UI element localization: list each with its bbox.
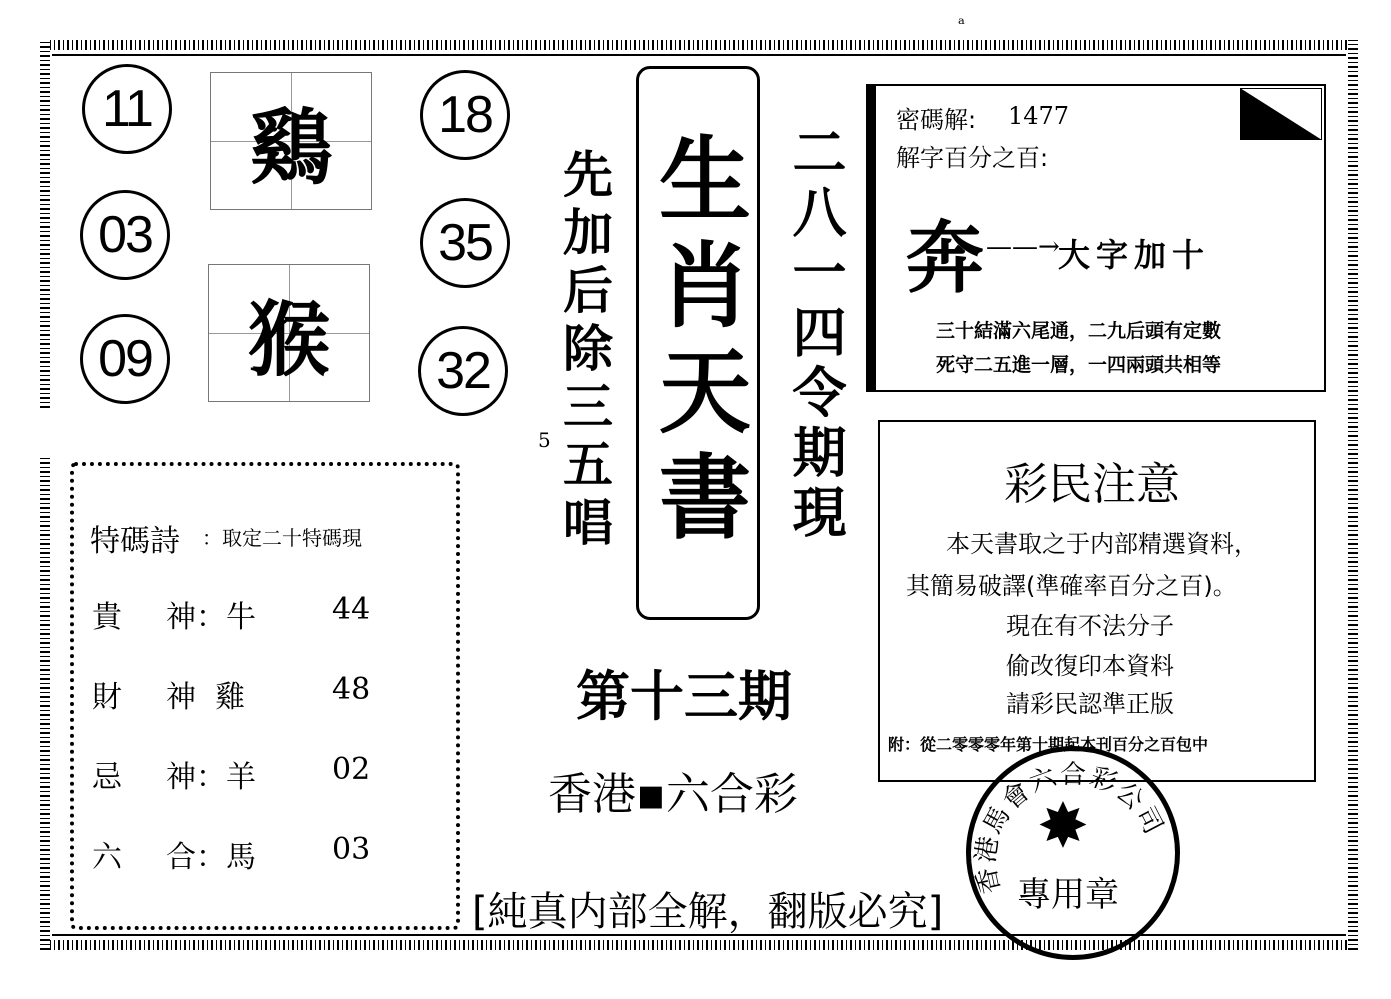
border-top xyxy=(40,40,1358,50)
border-left-upper xyxy=(40,40,50,408)
svg-text:香港馬會六合彩公司: 香港馬會六合彩公司 xyxy=(971,759,1170,897)
number-circle-32: 32 xyxy=(418,326,508,416)
poem-row-1-a: 貴 xyxy=(92,600,122,635)
clue-box xyxy=(866,84,1326,392)
zodiac-box-monkey xyxy=(208,264,370,402)
zodiac-rooster: 鷄 xyxy=(249,99,332,196)
star-icon: ✸ xyxy=(1037,789,1089,862)
notice-line-1: 本天書取之于内部精選資料， xyxy=(946,530,1258,558)
official-stamp xyxy=(966,746,1180,960)
zodiac-monkey: 猴 xyxy=(247,291,330,388)
side-phrase: 先加后除三五唱 xyxy=(555,148,614,554)
number-circle-11: 11 xyxy=(82,64,172,154)
stray-mark-left: 5 xyxy=(538,428,551,452)
poem-row-2-value: 48 xyxy=(332,672,371,707)
zodiac-box-rooster xyxy=(210,72,372,210)
border-right xyxy=(1348,40,1358,950)
period-phrase: 二八一四令期現 xyxy=(784,124,848,544)
notice-box xyxy=(878,420,1316,782)
arrow: ——→ xyxy=(986,232,1060,262)
border-left-lower xyxy=(40,458,50,950)
notice-heading: 彩民注意 xyxy=(1004,459,1180,510)
stamp-center-text: 專用章 xyxy=(1017,875,1119,915)
password-label: 密碼解: xyxy=(896,106,977,134)
notice-footnote: 附：從二零零零年第十期起本刊百分之百包中 xyxy=(888,735,1209,754)
poem-row-3-a: 忌 xyxy=(92,760,122,795)
stray-mark-top: ᵃ xyxy=(958,14,965,35)
border-inner-top xyxy=(52,54,1346,56)
password-value: 1477 xyxy=(1008,102,1070,130)
clue-poem-line-1: 三十結滿六尾通，二九后頭有定數 xyxy=(936,320,1222,342)
issue-number: 第十三期 xyxy=(576,665,792,728)
number-circle-18: 18 xyxy=(420,70,510,160)
notice-line-2: 其簡易破譯(準確率百分之百)。 xyxy=(906,572,1237,600)
poem-row-4-value: 03 xyxy=(332,832,371,867)
notice-line-3: 現在有不法分子 xyxy=(1006,612,1174,640)
title: 生肖天書 xyxy=(644,131,752,555)
poem-row-4-b: 合：馬 xyxy=(166,840,256,875)
clue-poem-line-2: 死守二五進一層，一四兩頭共相等 xyxy=(936,354,1222,376)
poem-title: 特碼詩 xyxy=(90,524,180,559)
corner-triangle-icon xyxy=(1240,88,1322,140)
poem-row-4-a: 六 xyxy=(92,840,122,875)
number-circle-03: 03 xyxy=(80,190,170,280)
clue-hint: 大字加十 xyxy=(1058,236,1211,274)
poem-row-2-b: 神 雞 xyxy=(166,680,246,715)
poem-row-1-b: 神：牛 xyxy=(166,600,256,635)
title-box xyxy=(636,66,760,620)
number-circle-09: 09 xyxy=(80,314,170,404)
poem-row-2-a: 財 xyxy=(92,680,122,715)
notice-line-4: 偷改復印本資料 xyxy=(1006,652,1174,680)
big-char: 奔 xyxy=(906,214,985,304)
poem-subtitle: ：取定二十特碼現 xyxy=(202,526,362,550)
poem-row-1-value: 44 xyxy=(332,592,371,627)
poem-row-3-value: 02 xyxy=(332,752,371,787)
decode-label: 解字百分之百: xyxy=(896,144,1049,172)
number-circle-35: 35 xyxy=(420,198,510,288)
poem-row-3-b: 神：羊 xyxy=(166,760,256,795)
lottery-name: 香港▪六合彩 xyxy=(548,769,798,820)
footer-slogan: [純真内部全解，翻版必究] xyxy=(472,889,944,935)
poem-box xyxy=(70,462,460,930)
notice-line-5: 請彩民認準正版 xyxy=(1006,690,1174,718)
